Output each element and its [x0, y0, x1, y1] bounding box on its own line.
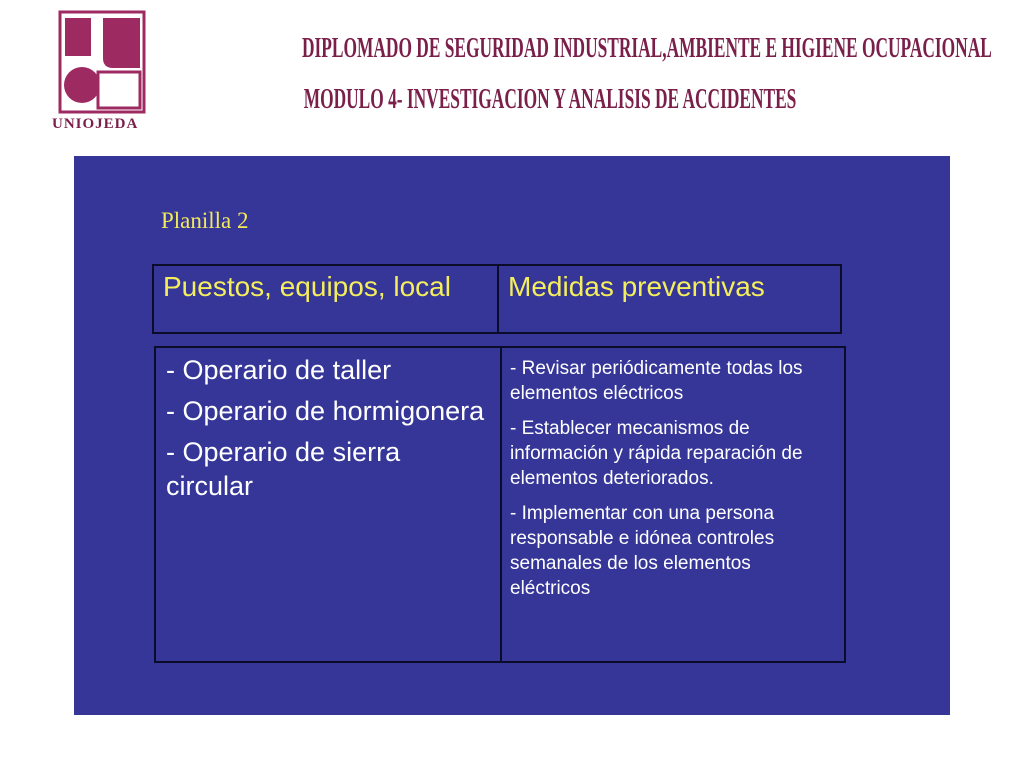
- header-cell-measures: Medidas preventivas: [508, 271, 765, 302]
- slide-title: Planilla 2: [161, 208, 249, 233]
- program-title: DIPLOMADO DE SEGURIDAD INDUSTRIAL,AMBIENTE E HIGIENE OCUPACIONAL: [302, 33, 992, 64]
- module-title: MODULO 4- INVESTIGACION Y ANALISIS DE ACCIDENTES: [303, 84, 797, 115]
- positions-cell: [156, 348, 502, 661]
- table-header-row: [152, 264, 842, 334]
- position-item: - Operario de taller: [166, 355, 392, 385]
- measure-item: - Revisar periódicamente todas los elementos eléctricos: [510, 358, 803, 404]
- logo-emblem-icon: [58, 10, 146, 114]
- measure-item: - Establecer mecanismos de información y rápida reparación de elementos deteriorados.: [510, 418, 803, 489]
- position-item: - Operario de hormigonera: [166, 396, 485, 426]
- slide-panel: [74, 156, 950, 715]
- position-item: - Operario de sierra circular: [166, 437, 401, 501]
- table-body-row: [154, 346, 846, 663]
- header-cell-positions: Puestos, equipos, local: [154, 266, 499, 332]
- logo-text: UNIOJEDA: [52, 116, 139, 128]
- measure-item: - Implementar con una persona responsable e idónea controles semanales de los elementos eléctricos: [510, 503, 775, 599]
- uniojeda-logo: [52, 10, 152, 128]
- measures-cell: [502, 348, 844, 661]
